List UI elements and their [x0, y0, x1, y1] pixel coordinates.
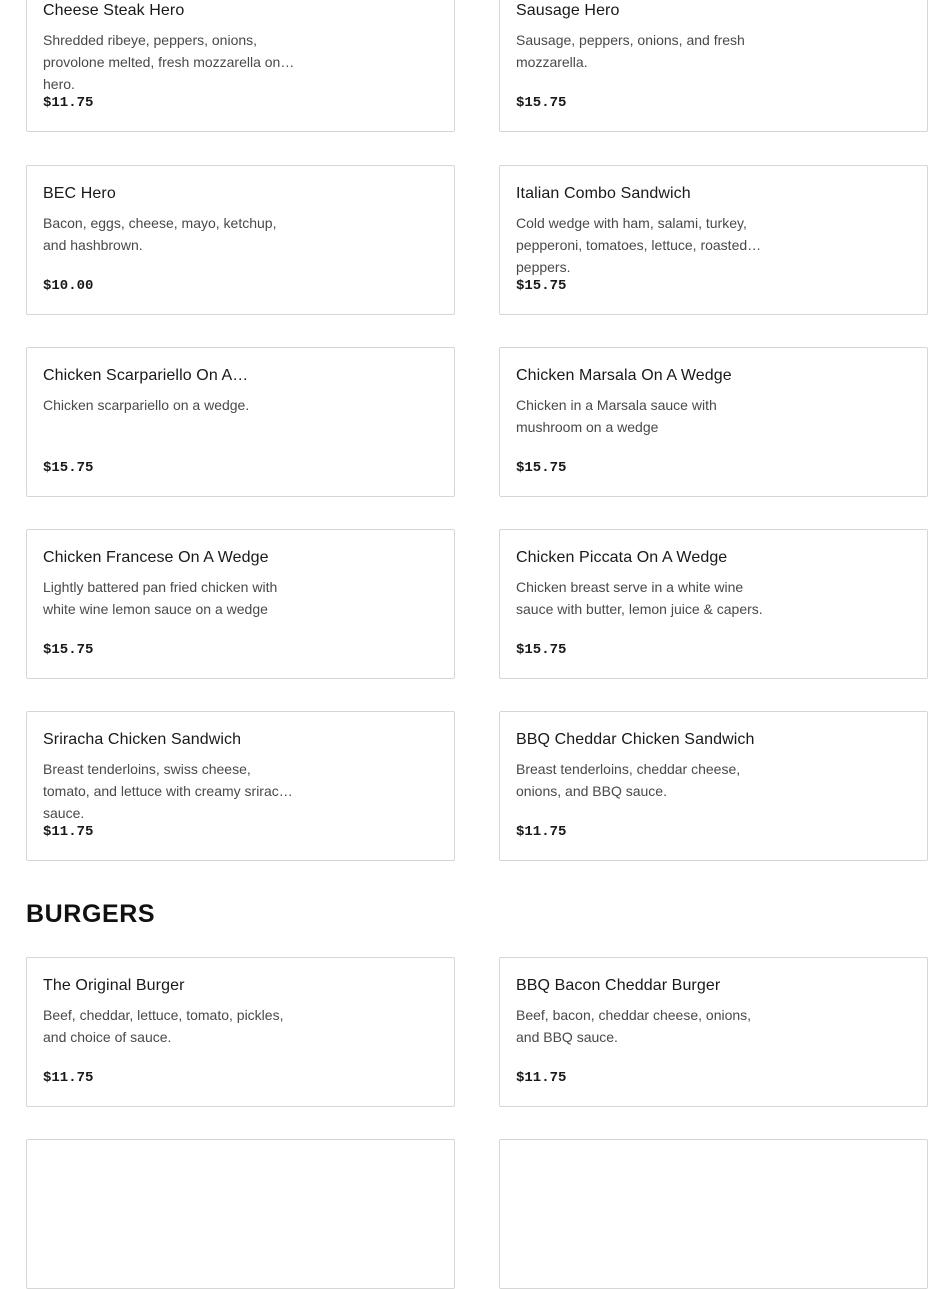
- menu-item-description: Beef, bacon, cheddar cheese, onions, and BBQ sauce.: [516, 1007, 752, 1045]
- menu-item-price: $11.75: [516, 1070, 567, 1086]
- menu-item-card[interactable]: [26, 0, 455, 132]
- menu-item-name: Italian Combo Sandwich: [516, 185, 691, 202]
- menu-item-price: $11.75: [516, 824, 567, 840]
- menu-item-price: $15.75: [516, 460, 567, 476]
- menu-item-card[interactable]: [499, 711, 928, 861]
- menu-item-card[interactable]: [26, 347, 455, 497]
- menu-item-description: Shredded ribeye, peppers, onions, provolone melted, fresh mozzarella on a hero.: [43, 32, 293, 92]
- menu-item-name: Chicken Francese On A Wedge: [43, 549, 269, 566]
- menu-item-card[interactable]: [499, 529, 928, 679]
- menu-item-name: BBQ Bacon Cheddar Burger: [516, 977, 721, 994]
- menu-item-card[interactable]: [26, 957, 455, 1107]
- menu-item-price: $15.75: [43, 642, 94, 658]
- menu-item-name: BEC Hero: [43, 185, 116, 202]
- menu-item-card[interactable]: [26, 165, 455, 315]
- menu-item-description: Chicken breast serve in a white wine sauce with butter, lemon juice & capers.: [516, 579, 763, 617]
- menu-item-name: Chicken Scarpariello On A…: [43, 367, 249, 384]
- menu-item-card[interactable]: [26, 1139, 455, 1289]
- menu-item-description: Lightly battered pan fried chicken with white wine lemon sauce on a wedge: [43, 579, 278, 617]
- menu-item-name: Chicken Marsala On A Wedge: [516, 367, 732, 384]
- menu-item-name: Sausage Hero: [516, 2, 620, 19]
- menu-item-description: Chicken scarpariello on a wedge.: [43, 397, 250, 413]
- menu-item-price: $15.75: [516, 95, 567, 111]
- menu-item-description: Breast tenderloins, cheddar cheese, onions, and BBQ sauce.: [516, 761, 741, 799]
- menu-item-description: Cold wedge with ham, salami, turkey, pepperoni, tomatoes, lettuce, roasted peppers.: [516, 215, 748, 275]
- menu-item-name: Chicken Piccata On A Wedge: [516, 549, 728, 566]
- menu-item-price: $11.75: [43, 95, 94, 111]
- menu-item-description: Chicken in a Marsala sauce with mushroom on a wedge: [516, 397, 717, 435]
- menu-item-name: Sriracha Chicken Sandwich: [43, 731, 242, 748]
- menu-item-price: $11.75: [43, 824, 94, 840]
- menu-item-description: Bacon, eggs, cheese, mayo, ketchup, and hashbrown.: [43, 215, 277, 253]
- menu-item-card[interactable]: [499, 1139, 928, 1289]
- menu-item-card[interactable]: [499, 347, 928, 497]
- menu-item-price: $10.00: [43, 278, 94, 294]
- menu-item-card[interactable]: [499, 165, 928, 315]
- menu-item-name: BBQ Cheddar Chicken Sandwich: [516, 731, 755, 748]
- menu-item-card[interactable]: [26, 529, 455, 679]
- menu-item-description: Beef, cheddar, lettuce, tomato, pickles, and choice of sauce.: [43, 1007, 284, 1045]
- menu-item-price: $15.75: [516, 642, 567, 658]
- menu-item-description: Breast tenderloins, swiss cheese, tomato, and lettuce with creamy sriracha sauce.: [43, 761, 295, 821]
- menu-item-description: Sausage, peppers, onions, and fresh mozzarella.: [516, 32, 745, 70]
- menu-item-name: The Original Burger: [43, 977, 185, 994]
- menu-item-card[interactable]: [499, 957, 928, 1107]
- menu-item-name: Cheese Steak Hero: [43, 2, 185, 19]
- section-heading-burgers: BURGERS: [26, 900, 156, 928]
- menu-item-card[interactable]: [26, 711, 455, 861]
- menu-item-price: $15.75: [43, 460, 94, 476]
- menu-item-price: $15.75: [516, 278, 567, 294]
- menu-item-card[interactable]: [499, 0, 928, 132]
- menu-item-price: $11.75: [43, 1070, 94, 1086]
